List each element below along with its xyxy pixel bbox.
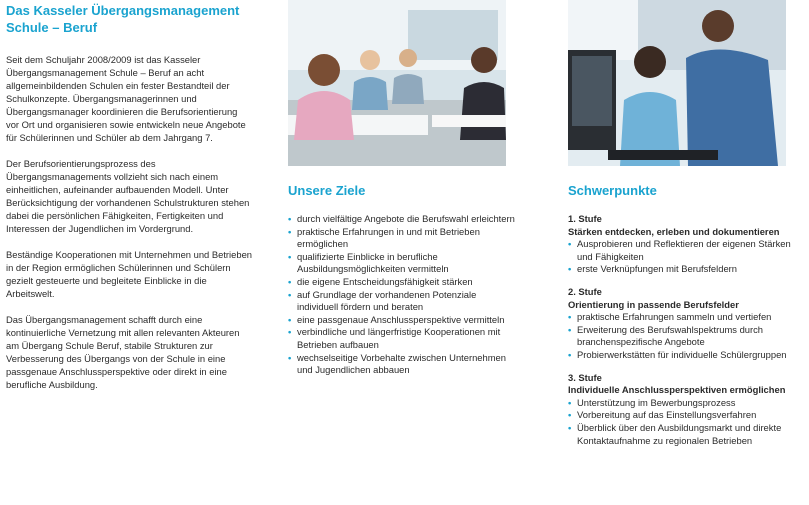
bullet-icon: • [568, 263, 572, 275]
intro-paragraph: Seit dem Schuljahr 2008/2009 ist das Kasseler Übergangsmanagement Schule – Beruf an acht allgemeinbildenden Schulen ein fester Bestandteil der Schulkonzepte. Übergangsmanagerinnen und Übergangsmanager koordinieren die Berufsorientierung vor Ort und organisieren sowie entwickeln neue Angebote für Schülerinnen und Schüler ab dem Jahrgang 7. [6, 54, 246, 143]
stage-title: Individuelle Anschlussperspektiven ermöglichen [568, 384, 786, 396]
bullet-icon: • [288, 313, 292, 325]
stage-list [568, 311, 806, 361]
list-item: • auf Grundlage der vorhandenen Potenziale individuell fördern und beraten [288, 288, 477, 313]
stage-2 [568, 286, 806, 362]
bullet-icon: • [288, 288, 292, 300]
list-item: • Ausprobieren und Reflektieren der eigenen Stärken und Fähigkeiten [568, 238, 791, 262]
bullet-icon: • [568, 396, 572, 408]
list-item: • Vorbereitung auf das Einstellungsverfahren [568, 409, 757, 421]
stage-number: 3. Stufe [568, 371, 602, 383]
list-item: • Erweiterung des Berufswahlspektrums durch branchenspezifische Angebote [568, 323, 764, 348]
bullet-icon: • [288, 225, 292, 237]
list-item: • Unterstützung im Bewerbungsprozess [568, 396, 736, 408]
list-item: • eine passgenaue Anschlussperspektive vermitteln [288, 313, 505, 325]
stage-1 [568, 213, 806, 276]
bullet-icon: • [568, 348, 572, 360]
bullet-icon: • [568, 421, 572, 433]
bullet-icon: • [568, 409, 572, 421]
bullet-icon: • [568, 238, 572, 250]
list-item: • die eigene Entscheidungsfähigkeit stärken [288, 275, 473, 287]
list-item: • qualifizierte Einblicke in berufliche Ausbildungsmöglichkeiten vermitteln [288, 250, 449, 275]
bullet-icon: • [288, 351, 292, 363]
intro-paragraph: Das Übergangsmanagement schafft durch eine kontinuierliche Vernetzung mit allen relevanten Akteuren am Übergang Schule Beruf, stabile Strukturen zur Verbesserung des Übergangs von der Schule in eine passgenaue Anschlussperspektive oder direkt in eine berufliche Ausbildung. [6, 314, 240, 390]
list-item: • Probierwerkstätten für individuelle Schülergruppen [568, 348, 787, 360]
intro-paragraph: Beständige Kooperationen mit Unternehmen und Betrieben in der Region ermöglichen Schülerinnen und Schülern gezielt gesteuerte und begleitete Einblicke in die Arbeitswelt. [6, 249, 252, 299]
list-item: • erste Verknüpfungen mit Berufsfeldern [568, 263, 737, 275]
bullet-icon: • [568, 311, 572, 323]
stage-list [568, 397, 806, 447]
intro-paragraph: Der Berufsorientierungsprozess des Übergangsmanagements vollzieht sich nach einem einheitlichen, aufeinander aufbauenden Modell. Unter Berücksichtigung der vorhandenen Schulstrukturen stehen dabei die persönlichen Fähigkeiten, Fertigkeiten und Interessen der Jugendlichen im Vordergrund. [6, 158, 250, 234]
bullet-icon: • [288, 326, 292, 338]
stage-title: Stärken entdecken, erleben und dokumentieren [568, 225, 780, 237]
list-item: • praktische Erfahrungen sammeln und vertiefen [568, 311, 772, 323]
bullet-icon: • [288, 250, 292, 262]
bullet-icon: • [288, 275, 292, 287]
list-item: • durch vielfältige Angebote die Berufswahl erleichtern [288, 213, 515, 224]
computer-lab-photo [568, 0, 786, 166]
stage-title: Orientierung in passende Berufsfelder [568, 298, 739, 310]
bullet-icon: • [288, 213, 292, 224]
goals-column [288, 0, 518, 377]
list-item: • wechselseitige Vorbehalte zwischen Unternehmen und Jugendlichen abbauen [288, 351, 506, 376]
list-item: • verbindliche und längerfristige Kooperationen mit Betrieben aufbauen [288, 326, 501, 350]
classroom-photo [288, 0, 506, 166]
stage-number: 1. Stufe [568, 213, 602, 224]
intro-column [6, 0, 252, 404]
stage-3 [568, 372, 806, 448]
list-item: • Überblick über den Ausbildungsmarkt und direkte Kontaktaufnahme zu regionalen Betrieben [568, 421, 782, 446]
intro-title: Das Kasseler Übergangsmanagement Schule – Beruf [6, 3, 240, 35]
list-item: • praktische Erfahrungen in und mit Betrieben ermöglichen [288, 225, 480, 250]
focus-title: Schwerpunkte [568, 183, 657, 198]
stage-number: 2. Stufe [568, 285, 602, 297]
stage-list [568, 238, 806, 276]
bullet-icon: • [568, 323, 572, 335]
goals-list [288, 213, 518, 377]
focus-column [568, 0, 806, 457]
goals-title: Unsere Ziele [288, 183, 366, 198]
